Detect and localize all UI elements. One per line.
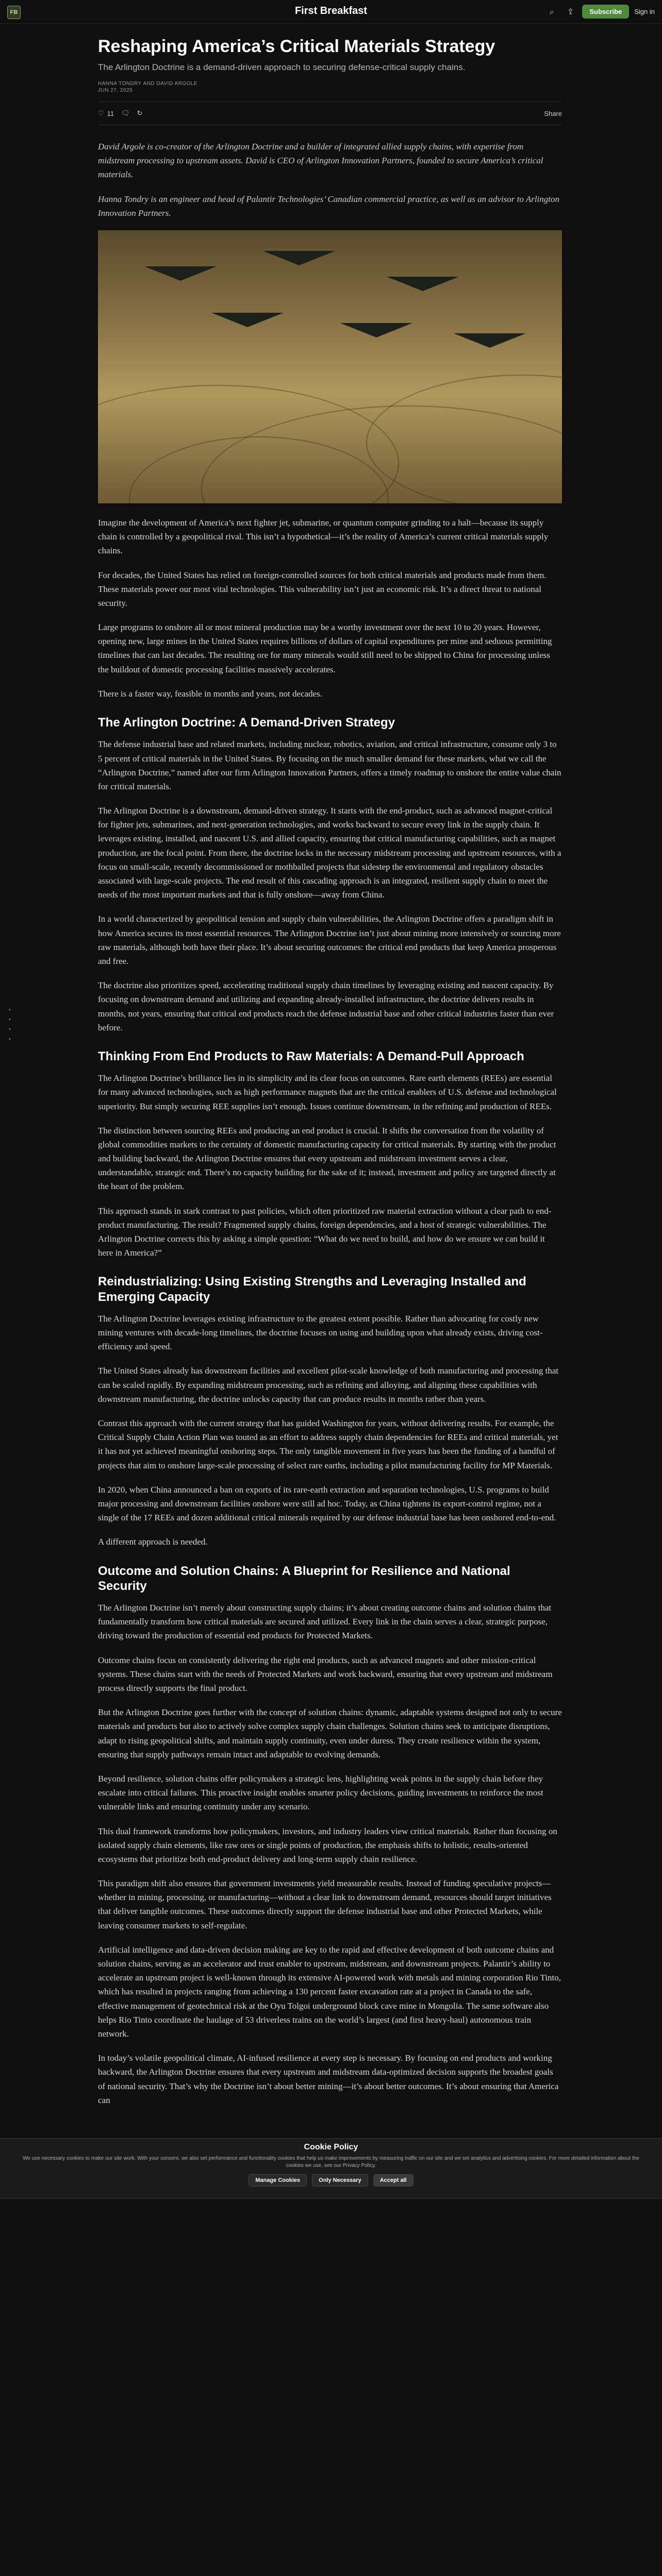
section-heading: The Arlington Doctrine: A Demand-Driven Strategy	[98, 716, 395, 730]
floating-action-rail	[5, 1007, 14, 1042]
hero-image-fighter-jets-over-desert	[98, 230, 562, 503]
paragraph: This approach stands in stark contrast to past policies, which often prioritized raw material extraction without a clear path to end-product manufacturing. The result? Fragmented supply chains, foreign dependencies, and a host of strategic vulnerabilities. The Arlington Doctrine corrects this by asking a simple question: “What do we need to build, and how do we ensure we can build it here in America?”	[98, 1206, 552, 1258]
author-bio: David Argole is co-creator of the Arlington Doctrine and a builder of integrated allied supply chains, with expertise from midstream processing to upstream assets. David is CEO of Arlington Innovation Partners, founded to secure America’s critical materials.	[98, 142, 543, 180]
paragraph: Large programs to onshore all or most mineral production may be a worthy investment over the next 10 to 20 years. However, opening new, large mines in the United States requires billions of dollars of capital expenditures per mine and seduous permitting timelines that can last decades. The resulting ore for many minerals would still need to be shipped to China for processing unless the buildout of domestic processing facilities massively accelerates.	[98, 622, 552, 674]
comment-icon: 🗨	[121, 109, 130, 117]
paragraph: In today’s volatile geopolitical climate, AI-infused resilience at every step is necessary. By focusing on end products and working backward, the Arlington Doctrine ensures that every upstream and midstream data-optimized decision supports the broadest goals of national security. That’s why the Doctrine isn’t about better mining—it’s about better outcomes. It’s about ensuring that America can	[98, 2053, 559, 2105]
paragraph: Outcome chains focus on consistently delivering the right end products, such as advanced magnets and other mission-critical systems. These chains start with the needs of Protected Markets and work backward, ensuring that every upstream and midstream process directly supports the final product.	[98, 1655, 553, 1693]
search-icon[interactable]: ⌕	[549, 6, 554, 16]
rail-dot-icon[interactable]: •	[8, 1007, 11, 1013]
paragraph: The Arlington Doctrine isn’t merely about constructing supply chains; it’s about creating outcome chains and solution chains that fundamentally transform how critical materials are secured and utilized. Every link in the chain serves a clear, strategic purpose, driving toward the production of essential end products for Protected Markets.	[98, 1603, 552, 1641]
article	[98, 36, 562, 2117]
sign-in-link[interactable]: Sign in	[634, 8, 655, 15]
publication-title[interactable]: First Breakfast	[294, 5, 368, 16]
manage-cookies-button[interactable]: Manage Cookies	[249, 2174, 307, 2187]
paragraph: A different approach is needed.	[98, 1537, 208, 1547]
paragraph: For decades, the United States has relied on foreign-controlled sources for both critical materials and products made from them. These materials power our most vital technologies. This vulnerability isn’t just an economic risk. It’s a direct threat to national security.	[98, 570, 547, 608]
like-button[interactable]	[98, 109, 114, 117]
paragraph: The Arlington Doctrine is a downstream, demand-driven strategy. It starts with the end-product, such as advanced magnet-critical for fighter jets, submarines, and next-generation technologies, and works backward to secure every link in the supply chain. It leverages existing, installed, and nascent U.S. and allied capacity, ensuring that critical manufacturing capabilities, such as magnet production, are the focal point. From there, the doctrine locks in the necessary midstream processing and upstream resources, with a focus on small-scale, recently decommissioned or mothballed projects that sidestep the environmental and regulatory obstacles associated with large-scale projects. The end result of this cascading approach is an integrated, resilient supply chain to meet the needs of the most important markets and that is fully onshore—away from China.	[98, 806, 561, 900]
rail-dot-icon[interactable]: •	[8, 1027, 11, 1032]
paragraph: This dual framework transforms how policymakers, investors, and industry leaders view critical materials. Rather than focusing on isolated supply chain elements, like raw ores or single points of production, the emphasis shifts to holistic, results-oriented ecosystems that prioritize both end-product delivery and long-term supply chain resilience.	[98, 1826, 557, 1864]
section-heading: Reindustrializing: Using Existing Strengths and Leveraging Installed and Emerging Capacity	[98, 1275, 526, 1304]
cookie-title: Cookie Policy	[304, 2143, 358, 2151]
top-actions	[545, 5, 655, 19]
article-subtitle: The Arlington Doctrine is a demand-driven approach to securing defense-critical supply chains.	[98, 62, 466, 73]
post-action-bar	[98, 101, 562, 125]
paragraph: This paradigm shift also ensures that government investments yield measurable results. Instead of funding speculative projects—whether in mining, processing, or manufacturing—without a clear link to downstream demand, resources should target initiatives that deliver tangible outcomes. These outcomes directly support the defense industrial base and other Protected Markets, while leaving consumer markets to self-regulate.	[98, 1878, 552, 1930]
section-heading: Outcome and Solution Chains: A Blueprint for Resilience and National Security	[98, 1564, 510, 1593]
paragraph: There is a faster way, feasible in months and years, not decades.	[98, 688, 323, 699]
heart-icon: ♡	[98, 109, 104, 117]
paragraph: The doctrine also prioritizes speed, accelerating traditional supply chain timelines by leveraging existing and nascent capacity. By focusing on downstream demand and utilizing and expanding already-installed infrastructure, the doctrine delivers results in months, not years, ensuring that critical end products reach the defense industrial base and other critical industries faster than ever before.	[98, 980, 554, 1032]
paragraph: Beyond resilience, solution chains offer policymakers a strategic lens, highlighting weak points in the supply chain before they escalate into critical failures. This proactive insight enables smarter policy decisions, guiding investments to reinforce the most vulnerable links and ensuring continuity under any scenario.	[98, 1773, 543, 1812]
restack-icon: ↻	[137, 109, 143, 117]
rail-dot-icon[interactable]: •	[8, 1017, 11, 1023]
cookie-text: We use necessary cookies to make our site work. With your consent, we also set performance and functionality cookies that help us make improvements by measuring traffic on our site and we set analytics and advertising cookies. For more detailed information about the cookies we use, see our Privacy Policy.	[23, 2156, 639, 2168]
paragraph: But the Arlington Doctrine goes further with the concept of solution chains: dynamic, adaptable systems designed not only to secure materials and products but also to actively solve complex supply chain challenges. Solution chains seek to anticipate disruptions, adapt to rising geopolitical shifts, and maintain supply continuity, even under duress. They create resilience within the system, ensuring that supply pathways remain intact and adaptable to evolving demands.	[98, 1707, 562, 1759]
restack-button[interactable]	[137, 109, 143, 117]
comment-button[interactable]	[121, 109, 130, 117]
publication-logo[interactable]: FB	[7, 6, 21, 19]
paragraph: Contrast this approach with the current strategy that has guided Washington for years, without delivering results. For example, the Critical Supply Chain Action Plan was touted as an effort to address supply chain dependencies for REEs and critical materials, yet it has not yet achieved meaningful onshoring steps. The only tangible movement in five years has been the funding of a handful of projects that aim to onshore large-scale processing of select rare earths, including a pilot manufacturing facility for MP Materials.	[98, 1418, 558, 1470]
paragraph: Imagine the development of America’s next fighter jet, submarine, or quantum computer grinding to a halt—because its supply chain is controlled by a geopolitical rival. This isn’t a hypothetical—it’s the reality of America’s current critical materials supply chains.	[98, 517, 549, 556]
article-date: JUN 27, 2025	[98, 88, 133, 94]
top-navigation-bar	[0, 0, 662, 24]
accept-all-button[interactable]: Accept all	[373, 2174, 413, 2187]
paragraph: The Arlington Doctrine leverages existing infrastructure to the greatest extent possible. Rather than advocating for costly new mining ventures with decade-long timelines, the doctrine focuses on using and building upon what already exists, driving cost-efficiency and speed.	[98, 1313, 543, 1352]
paragraph: The Arlington Doctrine’s brilliance lies in its simplicity and its clear focus on outcomes. Rare earth elements (REEs) are essential for many advanced technologies, such as high performance magnets that are the critical enablers of U.S. defense and technological superiority. But simply securing REE supplies isn’t enough. Issues continue downstream, in the refining and production of REEs.	[98, 1073, 557, 1111]
rail-dot-icon[interactable]: •	[8, 1037, 11, 1042]
paragraph: Artificial intelligence and data-driven decision making are key to the rapid and effective development of both outcome chains and solution chains, serving as an accelerator and trust enabler to upstream, midstream, and downstream projects. Palantir’s ability to accelerate an upstream project is well-known through its extensive AI-powered work with metals and mining corporation Rio Tinto, which has resulted in projects ranging from achieving a 130 percent faster excavation rate at a project in Canada to the safe, effective management of geotechnical risk at the Oyu Tolgoi underground block cave mine in Mongolia. The same software also helps Rio Tinto coordinate the haulage of 53 driverless trains on the world’s largest (and first heavy-haul) autonomous train network.	[98, 1944, 561, 2039]
article-title: Reshaping America’s Critical Materials Strategy	[98, 37, 495, 56]
share-button[interactable]: Share	[544, 109, 562, 117]
paragraph: In 2020, when China announced a ban on exports of its rare-earth extraction and separation technologies, U.S. programs to build major processing and downstream facilities onshore were still ad hoc. Today, as China tightens its export-control regime, not a single of the 17 REEs and dozen additional critical minerals required by our defense industrial base has been onshored end-to-end.	[98, 1484, 556, 1523]
cookie-buttons	[0, 2174, 662, 2187]
subscribe-button[interactable]: Subscribe	[582, 5, 629, 19]
paragraph: The defense industrial base and related markets, including nuclear, robotics, aviation, and critical infrastructure, consume only 3 to 5 percent of critical materials in the United States. By focusing on the much smaller demand for these markets, what we call the “Arlington Doctrine,” named after our firm Arlington Innovation Partners, offers a timely roadmap to onshore the entire value chain for critical materials.	[98, 739, 561, 791]
article-byline[interactable]: HANNA TONDRY AND DAVID ARGOLE	[98, 81, 198, 87]
cookie-banner	[0, 2138, 662, 2199]
like-count: 11	[107, 109, 114, 117]
author-bio: Hanna Tondry is an engineer and head of Palantir Technologies’ Canadian commercial practice, as well as an advisor to Arlington Innovation Partners.	[98, 194, 559, 218]
paragraph: The United States already has downstream facilities and excellent pilot-scale knowledge of both manufacturing and processing that can be scaled rapidly. By expanding midstream processing, such as refining and alloying, and aligning these capabilities with downstream manufacturing, the doctrine unlocks capacity that can produce results in months rather than years.	[98, 1366, 559, 1404]
section-heading: Thinking From End Products to Raw Materials: A Demand-Pull Approach	[98, 1049, 524, 1063]
only-necessary-button[interactable]: Only Necessary	[312, 2174, 368, 2187]
paragraph: In a world characterized by geopolitical tension and supply chain vulnerabilities, the Arlington Doctrine offers a paradigm shift in how America secures its most essential resources. The Arlington Doctrine isn’t just about mining more intensively or sourcing more raw materials, although both have their place. It’s about securing outcomes: the critical end products that keep America prosperous and free.	[98, 914, 561, 966]
share-icon[interactable]: ⇪	[567, 7, 574, 16]
paragraph: The distinction between sourcing REEs and producing an end product is crucial. It shifts the conversation from the volatility of global commodities markets to the certainty of domestic manufacturing capacity for critical materials. By starting with the product and building backward, the Arlington Doctrine ensures that every upstream and midstream investment serves a clear, understandable, strategic end. There’s no capacity building for the sake of it; instead, investment and policy are targeted directly at the heart of the problem.	[98, 1125, 556, 1192]
